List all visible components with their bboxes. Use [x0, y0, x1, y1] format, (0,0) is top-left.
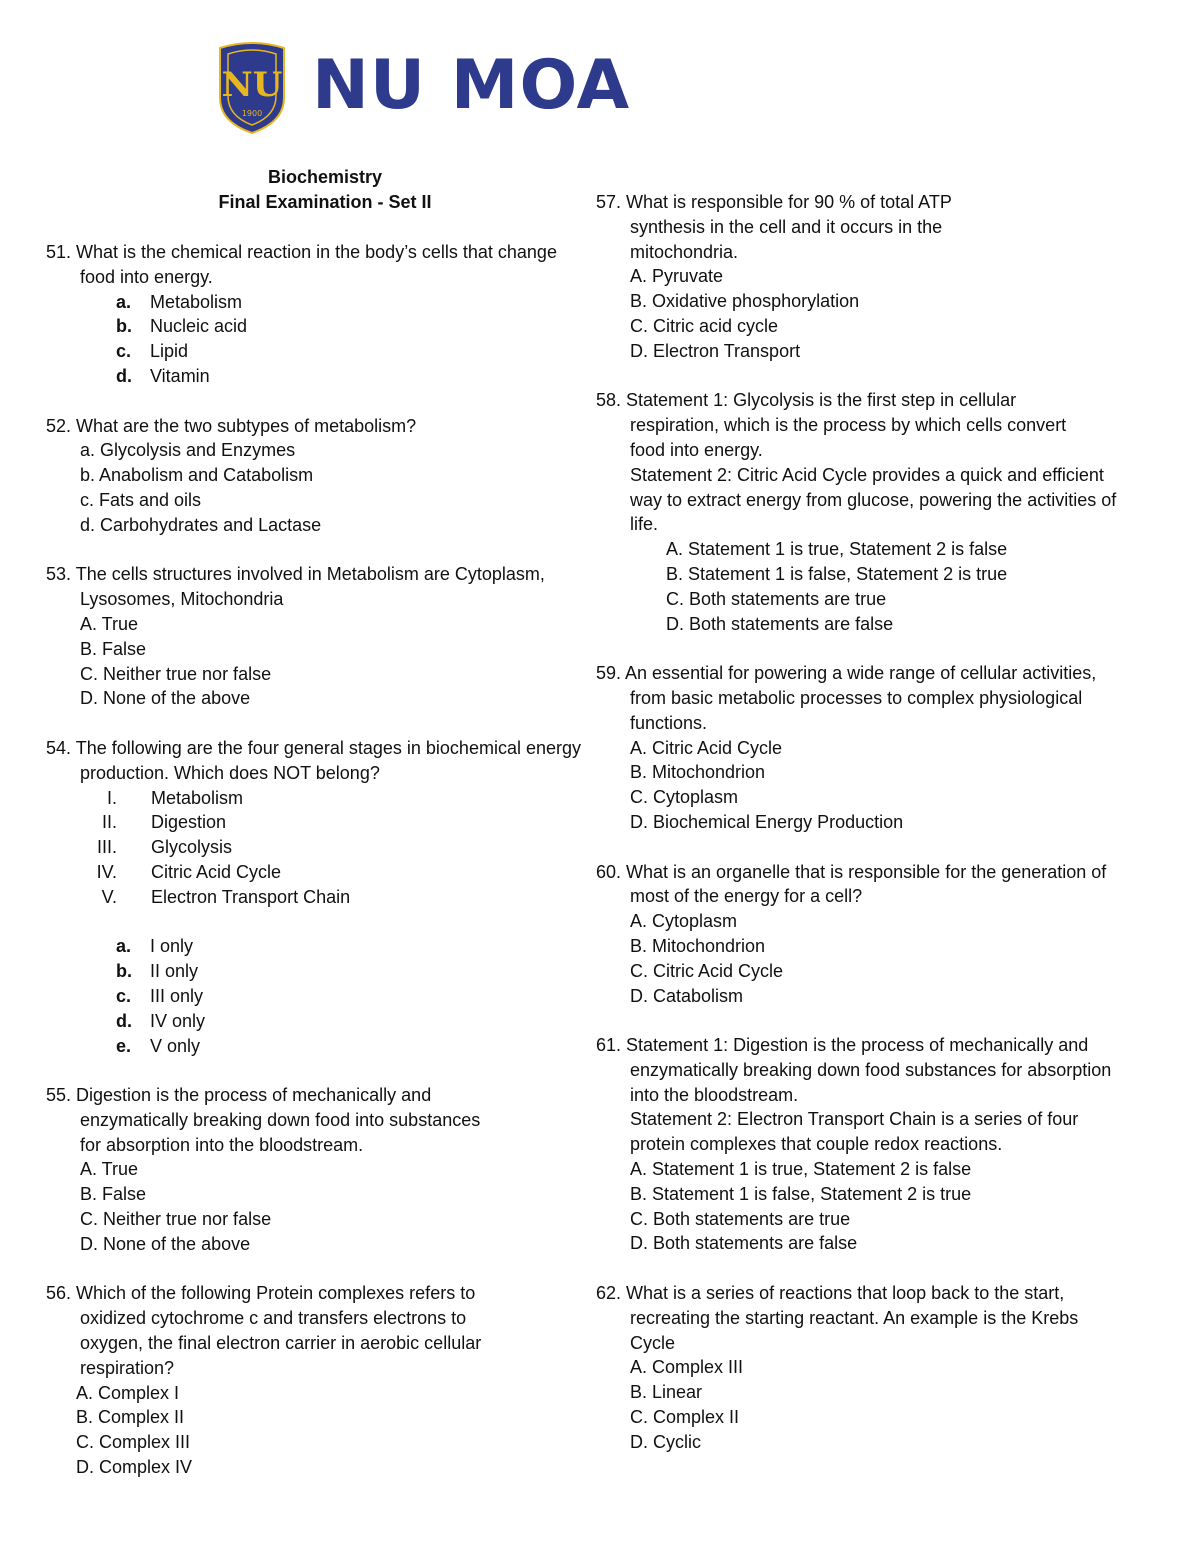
answer-option: D. Catabolism	[630, 985, 744, 1006]
exam-subject: Biochemistry	[267, 167, 383, 187]
question-51	[46, 240, 581, 389]
question-56	[46, 1281, 581, 1479]
answer-option: B. Linear	[630, 1382, 703, 1403]
question-stem: oxidized cytochrome c and transfers electrons to	[80, 1308, 467, 1329]
question-stem: into the bloodstream.	[630, 1084, 799, 1105]
question-58	[596, 388, 1156, 636]
question-stem: protein complexes that couple redox reactions.	[630, 1134, 1003, 1155]
answer-option: D. None of the above	[80, 688, 251, 709]
question-stem: respiration?	[80, 1357, 175, 1378]
question-54	[46, 736, 581, 1058]
question-stem: Statement 2: Citric Acid Cycle provides a quick and efficient	[630, 464, 1104, 485]
roman-item: IV. Citric Acid Cycle	[96, 861, 282, 882]
answer-option: b. Anabolism and Catabolism	[80, 465, 314, 486]
roman-item: II. Digestion	[101, 812, 227, 833]
answer-option: C. Complex III	[76, 1432, 191, 1453]
question-stem: 57. What is responsible for 90 % of total ATP	[596, 192, 952, 212]
answer-option: c. Fats and oils	[80, 489, 202, 510]
answer-option: C. Citric acid cycle	[630, 315, 779, 336]
answer-option: C. Both statements are true	[666, 588, 887, 609]
answer-option: D. Both statements are false	[666, 613, 894, 634]
answer-option: a. Metabolism	[116, 291, 243, 312]
answer-option: a. I only	[116, 936, 194, 957]
question-stem: 51. What is the chemical reaction in the body’s cells that change food into energy.	[46, 242, 557, 287]
roman-item: III. Glycolysis	[96, 837, 233, 858]
question-stem: 59. An essential for powering a wide range of cellular activities,	[596, 663, 1097, 684]
question-stem: 60. What is an organelle that is responsible for the generation of	[596, 861, 1107, 882]
question-stem: 56. Which of the following Protein complexes refers to	[46, 1283, 476, 1304]
answer-option: c. III only	[116, 985, 204, 1006]
answer-option: B. Oxidative phosphorylation	[630, 291, 860, 312]
question-52	[46, 414, 581, 538]
answer-option: D. Electron Transport	[630, 340, 801, 361]
question-stem: 52. What are the two subtypes of metabolism?	[46, 415, 417, 436]
answer-option: D. Cyclic	[630, 1431, 701, 1452]
answer-option: B. Statement 1 is false, Statement 2 is true	[666, 563, 1008, 584]
answer-option: c. Lipid	[116, 341, 189, 362]
question-stem: recreating the starting reactant. An example is the Krebs	[630, 1307, 1079, 1328]
answer-option: d. Carbohydrates and Lactase	[80, 514, 322, 535]
answer-option: C. Neither true nor false	[80, 663, 272, 684]
answer-option: A. Cytoplasm	[630, 911, 738, 932]
question-stem: 55. Digestion is the process of mechanically and	[46, 1085, 432, 1106]
question-stem: synthesis in the cell and it occurs in the	[630, 216, 943, 237]
answer-option: A. Statement 1 is true, Statement 2 is false	[666, 539, 1008, 560]
question-stem: enzymatically breaking down food into substances	[80, 1109, 481, 1130]
answer-option: b. Nucleic acid	[116, 316, 248, 337]
exam-title: Final Examination - Set II	[218, 192, 432, 212]
question-stem: for absorption into the bloodstream.	[80, 1134, 364, 1155]
answer-option: C. Complex II	[630, 1407, 740, 1428]
answer-option: D. None of the above	[80, 1233, 251, 1254]
answer-option: A. Pyruvate	[630, 266, 724, 287]
answer-option: B. Statement 1 is false, Statement 2 is true	[630, 1183, 972, 1204]
answer-option: C. Citric Acid Cycle	[630, 960, 784, 981]
question-stem: from basic metabolic processes to complex physiological	[630, 687, 1083, 708]
answer-option: B. Mitochondrion	[630, 935, 766, 956]
question-55	[46, 1083, 581, 1257]
answer-option: C. Both statements are true	[630, 1208, 851, 1229]
question-60	[596, 860, 1156, 1009]
answer-option: A. True	[80, 1159, 139, 1180]
question-stem: mitochondria.	[630, 241, 739, 262]
question-62	[596, 1281, 1156, 1455]
answer-option: A. Complex I	[76, 1382, 180, 1403]
question-stem: 62. What is a series of reactions that loop back to the start,	[596, 1283, 1065, 1304]
answer-option: A. Citric Acid Cycle	[630, 737, 783, 758]
answer-option: B. False	[80, 638, 147, 659]
question-stem: respiration, which is the process by which cells convert	[630, 415, 1067, 436]
answer-option: B. False	[80, 1184, 147, 1205]
question-stem: 54. The following are the four general stages in biochemical energy production. Which does NOT belong?	[46, 737, 581, 783]
answer-option: D. Biochemical Energy Production	[630, 811, 904, 832]
answer-option: D. Both statements are false	[630, 1233, 858, 1254]
question-stem: functions.	[630, 712, 708, 733]
answer-option: b. II only	[116, 961, 199, 982]
answer-option: D. Complex IV	[76, 1457, 193, 1478]
question-stem: 53. The cells structures involved in Metabolism are Cytoplasm, Lysosomes, Mitochondria	[46, 564, 545, 610]
answer-option: B. Complex II	[76, 1407, 185, 1428]
roman-item: I. Metabolism	[106, 787, 244, 808]
svg-text:NU: NU	[221, 65, 283, 105]
question-stem: most of the energy for a cell?	[630, 886, 863, 907]
question-57	[596, 190, 1156, 364]
question-stem: Cycle	[630, 1332, 676, 1353]
left-column	[46, 240, 581, 1505]
answer-option: e. V only	[116, 1035, 201, 1056]
question-stem: enzymatically breaking down food substances for absorption	[630, 1059, 1112, 1080]
logo-text: NU MOA	[312, 46, 631, 125]
question-stem: Statement 2: Electron Transport Chain is a series of four	[630, 1109, 1079, 1130]
answer-option: C. Neither true nor false	[80, 1209, 272, 1230]
question-stem: way to extract energy from glucose, powering the activities of	[630, 489, 1117, 510]
answer-option: A. True	[80, 613, 139, 634]
answer-option: B. Mitochondrion	[630, 762, 766, 783]
answer-option: d. Vitamin	[116, 365, 210, 386]
answer-option: A. Complex III	[630, 1357, 744, 1378]
question-stem: 61. Statement 1: Digestion is the process of mechanically and	[596, 1035, 1089, 1056]
question-stem: oxygen, the final electron carrier in aerobic cellular	[80, 1333, 482, 1354]
question-stem: 58. Statement 1: Glycolysis is the first step in cellular	[596, 390, 1017, 411]
svg-text:1900: 1900	[241, 109, 263, 118]
logo	[214, 38, 630, 134]
answer-option: A. Statement 1 is true, Statement 2 is false	[630, 1159, 972, 1180]
question-stem: food into energy.	[630, 439, 763, 460]
answer-option: a. Glycolysis and Enzymes	[80, 440, 296, 461]
right-column	[596, 190, 1156, 1479]
nu-seal-icon	[214, 38, 290, 134]
question-stem: life.	[630, 514, 659, 535]
question-59	[596, 661, 1156, 835]
roman-item: V. Electron Transport Chain	[101, 886, 351, 907]
answer-option: d. IV only	[116, 1010, 206, 1031]
question-53	[46, 562, 581, 711]
question-61	[596, 1033, 1156, 1256]
answer-option: C. Cytoplasm	[630, 787, 739, 808]
